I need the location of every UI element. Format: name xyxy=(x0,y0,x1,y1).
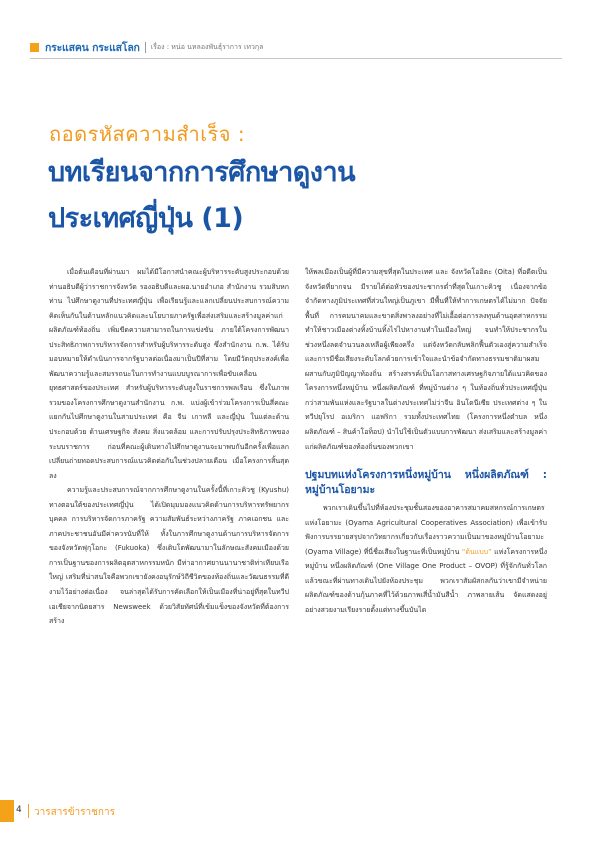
footer-accent-bar xyxy=(0,800,14,822)
body-column-right xyxy=(305,265,547,617)
paragraph: ให้พลเมืองเป็นผู้ที่มีความสุขที่สุดในประเทศ และ จังหวัดโออิตะ (Oita) ที่อดีตเป็นจังหวัดที่ยากจน มีรายได้ต่อหัวของประชากรต่ำที่สุดในเกาะคิวชู เนื่องจากข้อจำกัดทางภูมิประเทศที่ส่วนใหญ่เป็นภูเขา มีพื้นที่ให้ทำการเกษตรได้ไม่มาก ปัจจัยพื้นที่ การคมนาคมและขาดสิ่งพาลงอย่างที่ไม่เอื้อต่อการลงทุนด้านอุตสาหกรรม ทำให้ชาวเมืองต่างทิ้งบ้านทิ้งไร่ไปหางานทำในเมืองใหญ่ จนทำให้ประชากรในช่วงหนึ่งลดจำนวนลงเหลือผู้เพียงครึ่ง แต่จังหวัดกลับพลิกฟื้นตัวเองสู่ความสำเร็จและการมีชื่อเสียงระดับโลกด้วยการเข้าใจและนำข้อจำกัดทางธรรมชาติมาผสมผสานกับภูมิปัญญาท้องถิ่น สร้างสรรค์เป็นโอกาสทางเศรษฐกิจภายใต้แนวคิดของโครงการหนึ่งหมู่บ้าน หนึ่งผลิตภัณฑ์ ที่หมู่บ้านต่าง ๆ ในท้องถิ่นทั่วประเทศญี่ปุ่นกว่าสามพันแห่งและรัฐบาลในต่างประเทศไม่ว่าจีน อินโดนีเซีย ประเทศต่าง ๆ ในทวีปยุโรป อเมริกา แอฟริกา รวมทั้งประเทศไทย (โครงการหนึ่งตำบล หนึ่งผลิตภัณฑ์ – สินค้าโอท็อป) นำไปใช้เป็นตัวแบบการพัฒนา ส่งเสริมและสร้างมูลค่าแก่ผลิตภัณฑ์ของท้องถิ่นของพวกเขา xyxy=(305,268,547,451)
section-header xyxy=(30,40,263,54)
footer-divider xyxy=(28,804,29,818)
page-number: 4 xyxy=(16,805,22,815)
article-kicker: ถอดรหัสความสำเร็จ : xyxy=(49,122,246,146)
section-title: กระแสคน กระแสโลก xyxy=(45,41,140,54)
article-title-line-2: ประเทศญี่ปุ่น (1) xyxy=(48,203,244,234)
body-column-left xyxy=(49,265,289,629)
magazine-name: วารสารข้าราชการ xyxy=(34,807,115,818)
article-author-line: เรื่อง : หน่อ นหลองพันธุ์ราการ เทวกุล xyxy=(150,42,264,51)
paragraph: ความรู้และประสบการณ์จากการศึกษาดูงานในครั้งนี้ที่เกาะคิวชู (Kyushu) ทางตอนใต้ของประเทศญี่ปุ่น ได้เปิดมุมมองแนวคิดด้านการบริหารทรัพยากรบุคคล การบริหารจัดการภาครัฐ ความสัมพันธ์ระหว่างภาครัฐ ภาคเอกชน และภาคประชาชนอันมีค่าควรนับที่ให้ ทั้งในการศึกษาดูงานด้านการบริหารจัดการของจังหวัดฟุกุโอกะ (Fukuoka) ซึ่งเติบโตพัฒนามาในลักษณะสังคมเมืองด้วยการเป็นฐานของการผลิตอุตสาหกรรมหนัก มีท่าอากาศยานนานาชาติท่าเทียบเรือใหญ่ เสริมที่น่าสนใจคือพวกเขายังคงอนุรักษ์วิถีชีวิตของท้องถิ่นและวัฒนธรรมที่ดีงามไว้อย่างต่อเนื่อง จนล่าสุดได้รับการคัดเลือกให้เป็นเมืองที่น่าอยู่ที่สุดในทวีปเอเชียจากนิตยสาร Newsweek ด้วยวิสัยทัศน์ที่เข้มแข็งของจังหวัดที่ต้องการสร้าง xyxy=(49,486,289,626)
paragraph-text: พวกเราเดินขึ้นไปที่ห้องประชุมชั้นสองของอาคารสมาคมสหกรณ์การเกษตรแห่งโอยามะ (Oyama Agricultural Cooperatives Association) เพื่อเข้ารับฟังการบรรยายสรุปจากวิทยากรเกี่ยวกับเรื่องราวความเป็นมาของหมู่บ้านโอยามะ (Oyama Village) ที่นี่ชื่อเสียงในฐานะที่เป็นหมู่บ้าน xyxy=(305,504,547,556)
article-title-line-1: บทเรียนจากการศึกษาดูงาน xyxy=(48,157,356,188)
highlighted-term: “ต้นแบบ” xyxy=(461,547,492,556)
paragraph xyxy=(305,501,547,617)
header-rule xyxy=(30,58,562,59)
paragraph: เมื่อต้นเดือนที่ผ่านมา ผมได้มีโอกาสนำคณะผู้บริหารระดับสูงประกอบด้วยท่านอธิบดีผู้ว่าราชการจังหวัด รองอธิบดีและผอ.นายอำเภอ สำนักงาน รวมสิบหกท่าน ไปศึกษาดูงานที่ประเทศญี่ปุ่น เพื่อเรียนรู้และแลกเปลี่ยนประสบการณ์ความคิดเห็นกันในด้านหลักแนวคิดและนโยบายภาครัฐเพื่อส่งเสริมและสร้างมูลค่าแก่ผลิตภัณฑ์ท้องถิ่น เพิ่มขีดความสามารถในการแข่งขัน ภายใต้โครงการพัฒนาประสิทธิภาพการบริหารจัดการสำหรับผู้บริหารระดับสูง ซึ่งสำนักงาน ก.พ. ได้รับมอบหมายให้ดำเนินการจากรัฐบาลต่อเนื่องมาเป็นปีที่สาม โดยมีวัตถุประสงค์เพื่อพัฒนาความรู้และสมรรถนะในการทำงานแบบบูรณาการเพื่อขับเคลื่อนยุทธศาสตร์ของประเทศ สำหรับผู้บริหารระดับสูงในราชการพลเรือน ซึ่งในภาพรวมของโครงการศึกษาดูงานสำนักงาน ก.พ. แบ่งผู้เข้าร่วมโครงการเป็นสี่คณะ แยกกันไปศึกษาดูงานในสามประเทศ คือ จีน เกาหลี และญี่ปุ่น ในแต่ละด้านประกอบด้วย ด้านเศรษฐกิจ สังคม สิ่งแวดล้อม และการปรับปรุงประสิทธิภาพของระบบราชการ ก่อนที่คณะผู้เดินทางไปศึกษาดูงานจะมาพบกันอีกครั้งเพื่อแลกเปลี่ยนถ่ายทอดประสบการณ์แนวคิดต่อกันในช่วงปลายเดือน เมื่อโครงการสิ้นสุดลง xyxy=(49,268,289,480)
header-divider xyxy=(145,42,146,53)
section-subheading: ปฐมบทแห่งโครงการหนึ่งหมู่บ้าน หนึ่งผลิตภัณฑ์ : หมู่บ้านโอยามะ xyxy=(305,469,547,497)
section-marker-icon xyxy=(30,43,39,52)
paragraph-text: แห่งโครงการหนึ่งหมู่บ้าน หนึ่งผลิตภัณฑ์ (One Village One Product – OVOP) ที่รู้จักกันทั่วโลก แล้วขณะที่ผ่านทางเดินไปยังห้องประชุม พวกเราสัมผัสกลกันว่าเขามีจำหน่ายผลิตภัณฑ์ของด้านกุ้นภาคที่ไว้ด้วยภาพเสี่น้ำมันสีน้ำ ภาพลายเส้น จัดแสดงอยู่อย่างสวยงามเรียงรายตั้งแต่ทางขึ้นบันได xyxy=(305,547,547,614)
